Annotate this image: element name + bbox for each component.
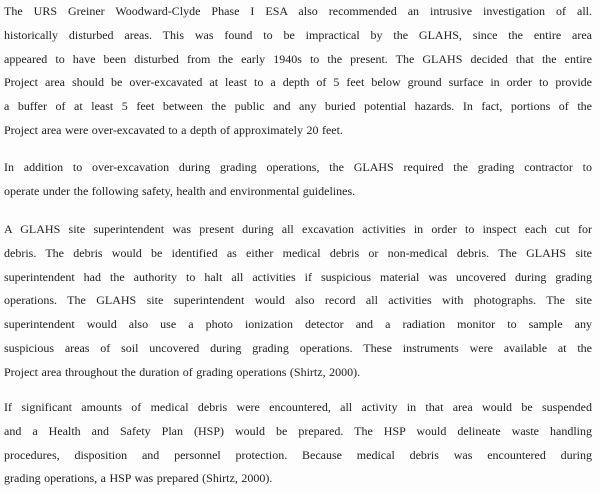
text-line: operations. The GLAHS site superintendent would also record all activities with photographs. The site xyxy=(4,293,592,308)
paragraph-3 xyxy=(4,218,592,385)
text-line: debris. The debris would be identified as either medical debris or non-medical debris. The GLAHS site xyxy=(4,245,592,260)
text-line: and a Health and Safety Plan (HSP) would be prepared. The HSP would delineate waste handling xyxy=(4,423,592,438)
paragraph-1 xyxy=(4,0,592,143)
paragraph-2 xyxy=(4,156,592,204)
text-line: grading operations, a HSP was prepared (Shirtz, 2000). xyxy=(4,471,273,486)
text-line: The URS Greiner Woodward-Clyde Phase I ESA also recommended an intrusive investigation of all. xyxy=(4,4,592,18)
text-line: superintendent would also use a photo ionization detector and a radiation monitor to sample any xyxy=(4,317,592,332)
text-line: operate under the following safety, health and environmental guidelines. xyxy=(4,183,356,198)
text-line: Project area throughout the duration of grading operations (Shirtz, 2000). xyxy=(4,364,361,379)
text-line: A GLAHS site superintendent was present during all excavation activities in order to inspect each cut for xyxy=(4,222,592,236)
text-line: historically disturbed areas. This was found to be impractical by the GLAHS, since the entire area xyxy=(4,27,592,42)
text-line: a buffer of at least 5 feet between the public and any buried potential hazards. In fact, portions of the xyxy=(4,99,592,114)
text-line: appeared to have been disturbed from the early 1940s to the present. The GLAHS decided that the entire xyxy=(4,51,592,66)
text-line: Project area should be over-excavated at least to a depth of 5 feet below ground surface in order to provide xyxy=(4,75,592,90)
text-line: Project area were over-excavated to a depth of approximately 20 feet. xyxy=(4,122,343,137)
text-line: suspicious areas of soil uncovered during grading operations. These instruments were available at the xyxy=(4,340,592,355)
paragraph-4 xyxy=(4,396,592,491)
text-line: procedures, disposition and personnel protection. Because medical debris was encountered during xyxy=(4,447,592,462)
text-line: superintendent had the authority to halt all activities if suspicious material was uncovered during grading xyxy=(4,269,592,284)
text-line: In addition to over-excavation during grading operations, the GLAHS required the grading contractor to xyxy=(4,160,592,174)
text-line: If significant amounts of medical debris were encountered, all activity in that area would be suspended xyxy=(4,400,592,414)
